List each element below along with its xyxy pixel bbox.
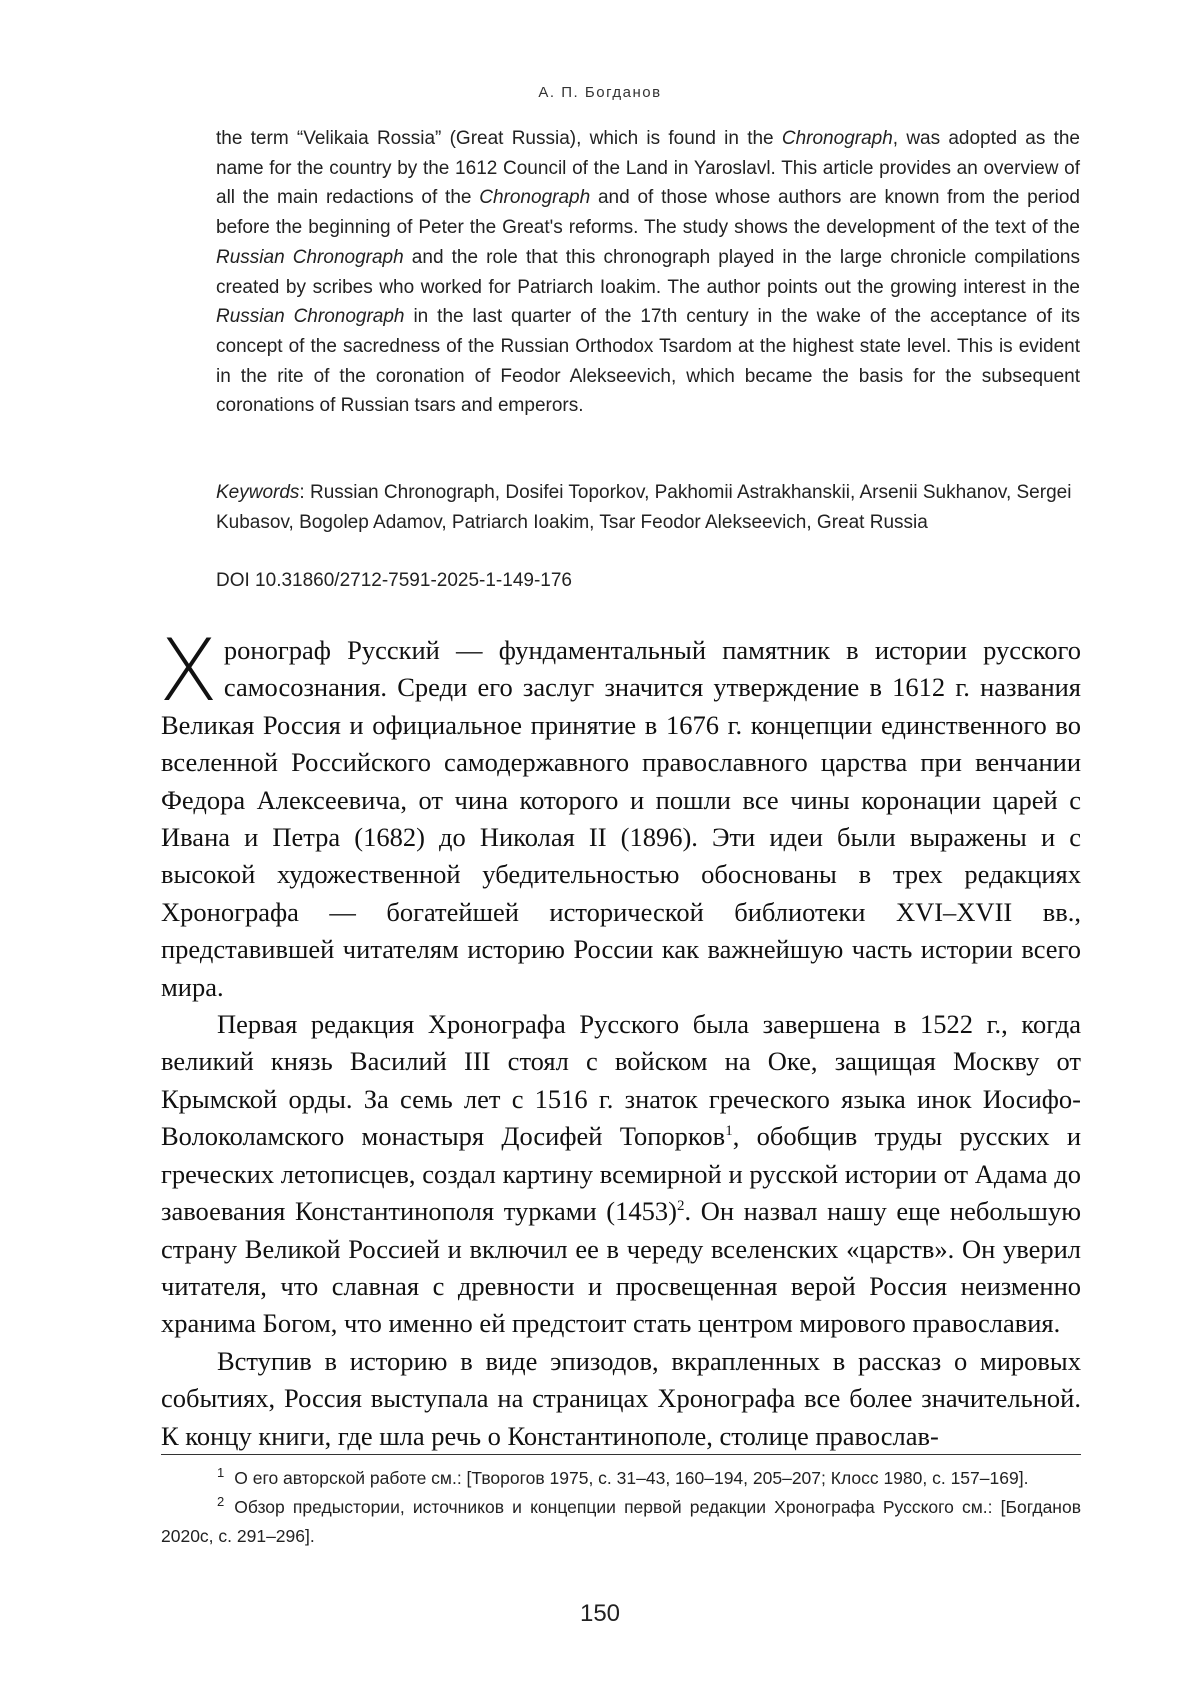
abstract-paragraph (216, 124, 1080, 421)
abstract-italic: Russian Chronograph (216, 246, 404, 268)
keywords-label: Keywords (216, 482, 300, 503)
footnote-text: Обзор предыстории, источников и концепции первой редакции Хронографа Русского см.: [Богданов 2020c, с. 291–296]. (161, 1497, 1081, 1546)
abstract-text: , was adopted as the name for the country by the 1612 Council of the Land in Yaroslavl. This article provides an overview of all the main redactions of the (216, 128, 1080, 209)
abstract-italic: Chronograph (479, 187, 591, 209)
paragraph-text: Первая редакция Хронографа Русского была завершена в 1522 г., когда великий князь Василий III стоял с войском на Оке, защищая Москву от Крымской орды. За семь лет с 1516 г. знаток греческого языка инок Иосифо-Волоколамского монастыря Досифей Топорков (161, 1009, 1081, 1152)
footnote-divider (161, 1454, 1081, 1455)
footnote-ref[interactable]: 2 (676, 1198, 685, 1215)
drop-cap: Х (159, 621, 218, 721)
body-paragraph (161, 1006, 1081, 1343)
abstract-text: the term “Velikaia Rossia” (Great Russia), which is found in the (216, 128, 782, 149)
abstract-text: in the last quarter of the 17th century in the wake of the acceptance of its concept of the sacredness of the Russian Orthodox Tsardom at the highest state level. This is evident in the rite of the coronation of Feodor Alekseevich, which became the basis for the subsequent coronations of Russian tsars and emperors. (216, 306, 1080, 417)
paragraph-text: . Он назвал нашу еще небольшую страну Великой Россией и включил ее в череду вселенских «царств». Он уверил читателя, что славная с древности и просвещенная верой Россия неизменно хранима Богом, что именно ей предстоит стать центром мирового православия. (161, 1196, 1082, 1339)
footnote-ref[interactable]: 1 (725, 1123, 733, 1140)
footnotes (161, 1464, 1081, 1551)
abstract-italic: Chronograph (781, 128, 893, 149)
keywords-text: : Russian Chronograph, Dosifei Toporkov, Pakhomii Astrakhanskii, Arsenii Sukhanov, Sergei Kubasov, Bogolep Adamov, Patriarch Ioakim, Tsar Feodor Alekseevich, Great Russia (216, 482, 1072, 533)
doi: DOI 10.31860/2712-7591-2025-1-149-176 (216, 570, 572, 591)
main-text (159, 621, 1082, 1455)
paragraph-text: , обобщив труды русских и греческих летописцев, создал картину всемирной и русской истории от Адама до завоевания Константинополя турками (1453) (161, 1121, 1081, 1227)
running-head: А. П. Богданов (538, 84, 662, 101)
footnote (161, 1464, 1081, 1493)
footnote-text: О его авторской работе см.: [Творогов 1975, с. 31–43, 160–194, 205–207; Клосс 1980, с. 157–169]. (234, 1468, 1029, 1488)
abstract-text: and of those whose authors are known from the period before the beginning of Peter the Great's reforms. The study shows the development of the text of the (216, 187, 1080, 239)
footnote-number: 2 (217, 1494, 225, 1510)
abstract-italic: Russian Chronograph (216, 306, 405, 328)
body-paragraph: Вступив в историю в виде эпизодов, вкрапленных в рассказ о мировых событиях, Россия выступала на страницах Хронографа все более значительной. К концу книги, где шла речь о Константинополе, столице православ- (161, 1345, 1081, 1451)
footnote (161, 1493, 1081, 1551)
abstract (216, 124, 1080, 421)
footnote-number: 1 (217, 1465, 225, 1481)
paragraph-text: ронограф Русский — фундаментальный памятник в истории русского самосознания. Среди его заслуг значится утверждение в 1612 г. названия Великая Россия и официальное принятие в 1676 г. концепции единственного во вселенной Российского самодержавного православного царства при венчании Федора Алексеевича, от чина которого и пошли все чины коронации царей с Ивана и Петра (1682) до Николая II (1896). Эти идеи были выражены и с высокой художественной убедительностью обоснованы в трех редакциях Хронографа — богатейшей исторической библиотеки XVI–XVII вв., представившей читателям историю России как важнейшую часть истории всего мира. (161, 635, 1081, 1002)
page-number: 150 (579, 1600, 621, 1627)
keywords (216, 478, 1080, 537)
body-paragraph (159, 621, 1081, 1006)
abstract-text: and the role that this chronograph played in the large chronicle compilations created by scribes who worked for Patriarch Ioakim. The author points out the growing interest in the (216, 246, 1080, 298)
